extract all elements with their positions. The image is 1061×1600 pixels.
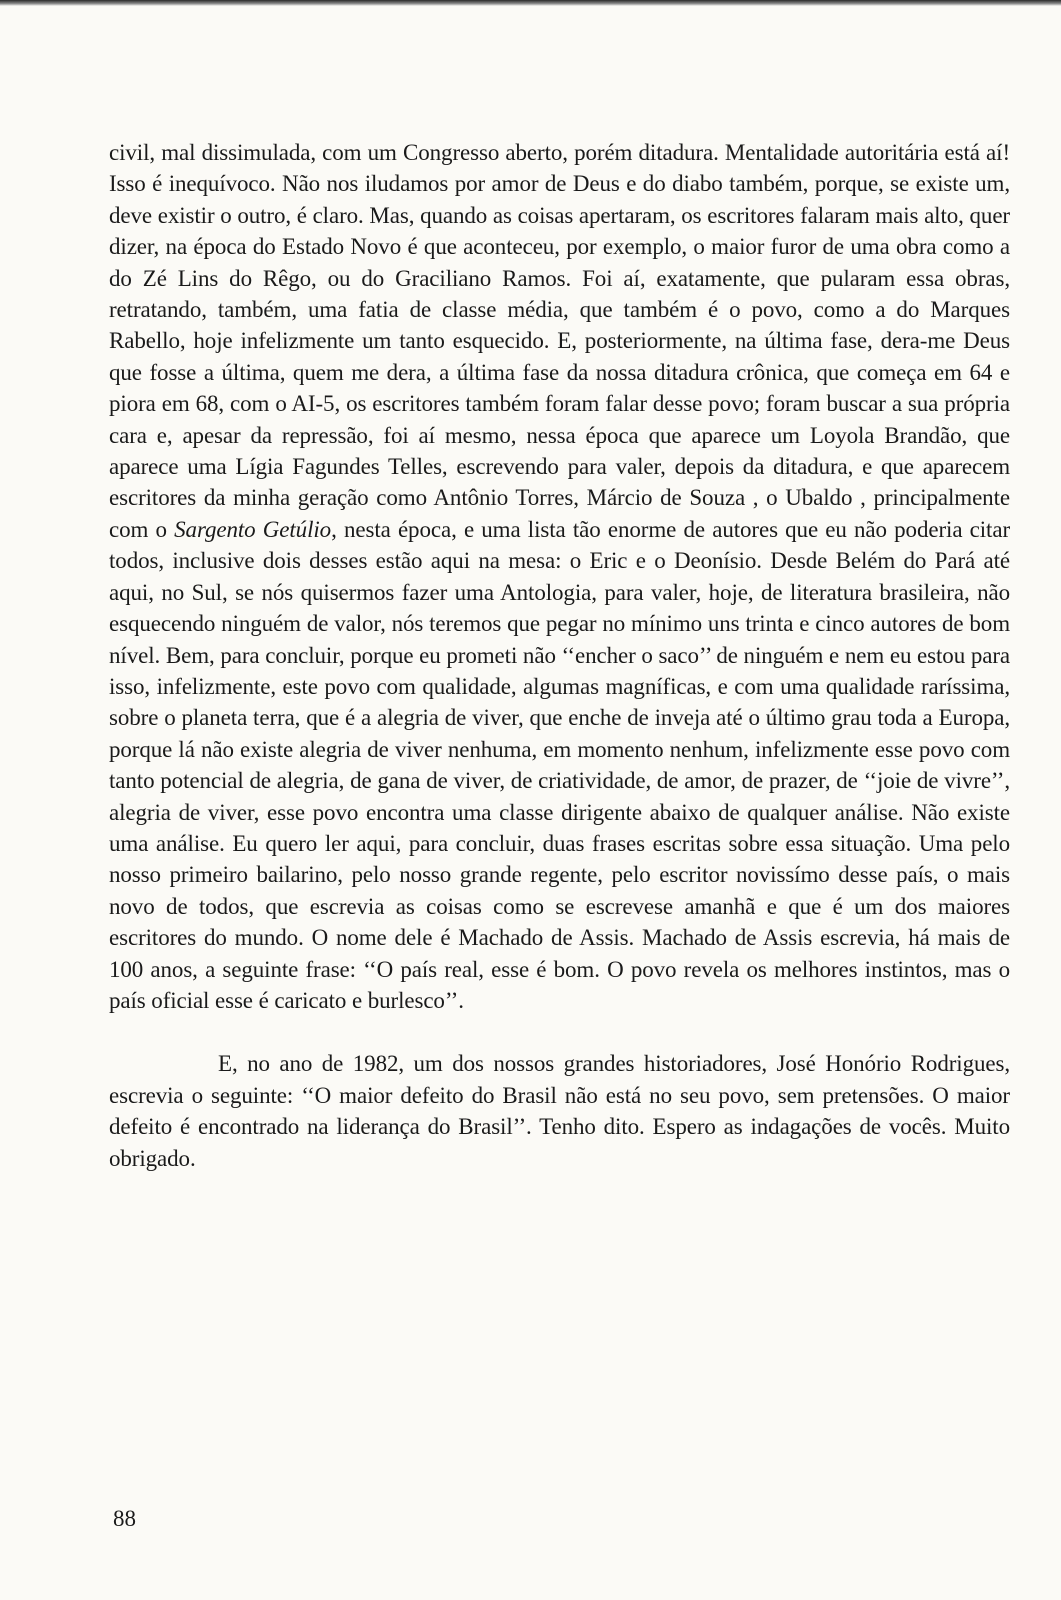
page-body bbox=[109, 137, 1010, 1174]
scan-top-edge bbox=[0, 0, 1061, 6]
book-title-italic: Sargento Getúlio bbox=[174, 516, 332, 542]
paragraph-1: civil, mal dissimulada, com um Congresso aberto, porém ditadura. Mentalidade autoritária está aí! Isso é inequívoco. Não nos iludamos por amor de Deus e do diabo também, porque, se existe um, deve existir o outro, é claro. Mas, quando as coisas apertaram, os escritores falaram mais alto, quer dizer, na época do Estado Novo é que aconteceu, por exemplo, o maior furor de uma obra como a do Zé Lins do Rêgo, ou do Graciliano Ramos. Foi aí, exatamente, que pularam essa obras, retratando, também, uma fatia de classe média, que também é o povo, como a do Marques Rabello, hoje infelizmente um tanto esquecido. E, posteriormente, na última fase, dera-me Deus que fosse a última, quem me dera, a última fase da nossa ditadura crônica, que começa em 64 e piora em 68, com o AI-5, os escritores também foram falar desse povo; foram buscar a sua própria cara e, apesar da repressão, foi aí mesmo, nessa época que aparece um Loyola Brandão, que aparece uma Lígia Fagundes Telles, escrevendo para valer, depois da ditadura, e que aparecem escritores da minha geração como Antônio Torres, Márcio de Souza , o Ubaldo , principalmente com o Sargento Getúlio, nesta época, e uma lista tão enorme de autores que eu não poderia citar todos, inclusive dois desses estão aqui na mesa: o Eric e o Deonísio. Desde Belém do Pará até aqui, no Sul, se nós quisermos fazer uma Antologia, para valer, hoje, de literatura brasileira, não esquecendo ninguém de valor, nós teremos que pegar no mínimo uns trinta e cinco autores de bom nível. Bem, para concluir, porque eu prometi não ‘‘encher o saco’’ de ninguém e nem eu estou para isso, infelizmente, este povo com qualidade, algumas magníficas, e com uma qualidade raríssima, sobre o planeta terra, que é a alegria de viver, que enche de inveja até o último grau toda a Europa, porque lá não existe alegria de viver nenhuma, em momento nenhum, infelizmente esse povo com tanto potencial de alegria, de gana de viver, de criatividade, de amor, de prazer, de ‘‘joie de vivre’’, alegria de viver, esse povo encontra uma classe dirigente abaixo de qualquer análise. Não existe uma análise. Eu quero ler aqui, para concluir, duas frases escritas sobre essa situação. Uma pelo nosso primeiro bailarino, pelo nosso grande regente, pelo escritor novissímo desse país, o mais novo de todos, que escrevia as coisas como se escrevese amanhã e que é um dos maiores escritores do mundo. O nome dele é Machado de Assis. Machado de Assis escrevia, há mais de 100 anos, a seguinte frase: ‘‘O país real, esse é bom. O povo revela os melhores instintos, mas o país oficial esse é caricato e burlesco’’. bbox=[109, 140, 1011, 1013]
page-number: 88 bbox=[113, 1506, 136, 1531]
paragraph-2: E, no ano de 1982, um dos nossos grandes historiadores, José Honório Rodrigues, escrevia o seguinte: ‘‘O maior defeito do Brasil não está no seu povo, sem pretensões. O maior defeito é encontrado na liderança do Brasil’’. Tenho dito. Espero as indagações de vocês. Muito obrigado. bbox=[109, 1051, 1010, 1171]
